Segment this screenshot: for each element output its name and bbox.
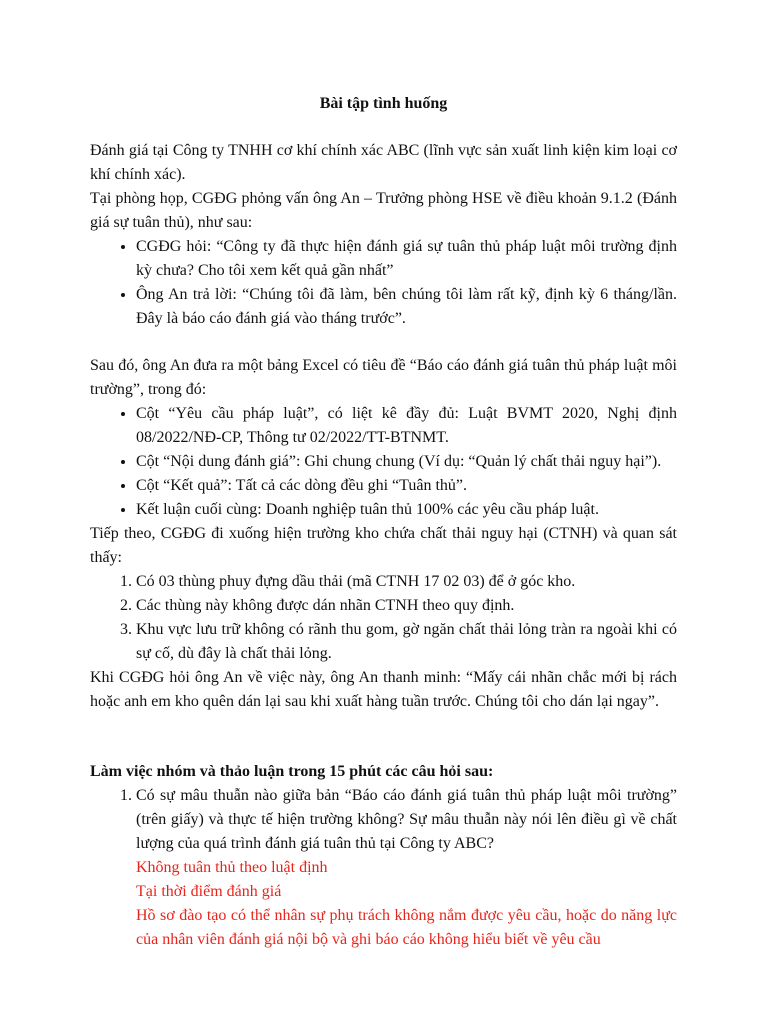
interview-item: • Ông An trả lời: “Chúng tôi đã làm, bên chúng tôi làm rất kỹ, định kỳ 6 tháng/lần. Đây là báo cáo đánh giá vào tháng trước”. bbox=[136, 283, 677, 331]
report-column-item: • Cột “Kết quả”: Tất cả các dòng đều ghi “Tuân thủ”. bbox=[136, 474, 677, 498]
interview-list bbox=[90, 235, 677, 331]
interview-item: • CGĐG hỏi: “Công ty đã thực hiện đánh giá sự tuân thủ pháp luật môi trường định kỳ chưa? Cho tôi xem kết quả gần nhất” bbox=[136, 235, 677, 283]
report-paragraph-2: Tiếp theo, CGĐG đi xuống hiện trường kho chứa chất thải nguy hại (CTNH) và quan sát thấy: bbox=[90, 525, 677, 566]
intro-paragraph-2: Tại phòng họp, CGĐG phỏng vấn ông An – Trưởng phòng HSE về điều khoản 9.1.2 (Đánh giá sự tuân thủ), như sau: bbox=[90, 190, 677, 231]
site-observation-item: 2. Các thùng này không được dán nhãn CTNH theo quy định. bbox=[136, 594, 677, 618]
spacer bbox=[90, 116, 677, 139]
site-observation-item: 3. Khu vực lưu trữ không có rãnh thu gom, gờ ngăn chất thải lỏng tràn ra ngoài khi có sự cố, dù đây là chất thải lỏng. bbox=[136, 618, 677, 666]
spacer bbox=[90, 714, 677, 760]
question-text: Có sự mâu thuẫn nào giữa bản “Báo cáo đánh giá tuân thủ pháp luật môi trường” (trên giấy) và thực tế hiện trường không? Sự mâu thuẫn này nói lên điều gì về chất lượng của quá trình đánh giá tuân thủ tại Công ty ABC? bbox=[136, 787, 677, 852]
site-observations-list bbox=[90, 570, 677, 666]
discussion-section bbox=[90, 760, 677, 952]
report-column-item: • Kết luận cuối cùng: Doanh nghiệp tuân thủ 100% các yêu cầu pháp luật. bbox=[136, 498, 677, 522]
question-item bbox=[136, 784, 677, 952]
answer-text: Tại thời điểm đánh giá bbox=[136, 883, 282, 900]
answer-text: Không tuân thủ theo luật định bbox=[136, 859, 328, 876]
report-section bbox=[90, 354, 677, 714]
question-list bbox=[90, 784, 677, 952]
spacer bbox=[90, 331, 677, 354]
answer-text: Hồ sơ đào tạo có thể nhân sự phụ trách không nắm được yêu cầu, hoặc do năng lực của nhân viên đánh giá nội bộ và ghi báo cáo không hiểu biết về yêu cầu bbox=[136, 907, 677, 948]
intro-paragraph-1: Đánh giá tại Công ty TNHH cơ khí chính xác ABC (lĩnh vực sản xuất linh kiện kim loại cơ khí chính xác). bbox=[90, 142, 677, 183]
report-columns-list bbox=[90, 402, 677, 522]
intro-section bbox=[90, 139, 677, 331]
report-paragraph-1: Sau đó, ông An đưa ra một bảng Excel có tiêu đề “Báo cáo đánh giá tuân thủ pháp luật môi trường”, trong đó: bbox=[90, 357, 677, 398]
report-paragraph-3: Khi CGĐG hỏi ông An về việc này, ông An thanh minh: “Mấy cái nhãn chắc mới bị rách hoặc anh em kho quên dán lại sau khi xuất hàng tuần trước. Chúng tôi cho dán lại ngay”. bbox=[90, 669, 677, 710]
document-title: Bài tập tình huống bbox=[319, 95, 448, 112]
report-column-item: • Cột “Nội dung đánh giá”: Ghi chung chung (Ví dụ: “Quản lý chất thải nguy hại”). bbox=[136, 450, 677, 474]
site-observation-item: 1. Có 03 thùng phuy đựng dầu thải (mã CTNH 17 02 03) để ở góc kho. bbox=[136, 570, 677, 594]
discussion-heading: Làm việc nhóm và thảo luận trong 15 phút các câu hỏi sau: bbox=[90, 763, 494, 780]
document-page bbox=[90, 92, 677, 952]
report-column-item: • Cột “Yêu cầu pháp luật”, có liệt kê đầy đủ: Luật BVMT 2020, Nghị định 08/2022/NĐ-CP, Thông tư 02/2022/TT-BTNMT. bbox=[136, 402, 677, 450]
